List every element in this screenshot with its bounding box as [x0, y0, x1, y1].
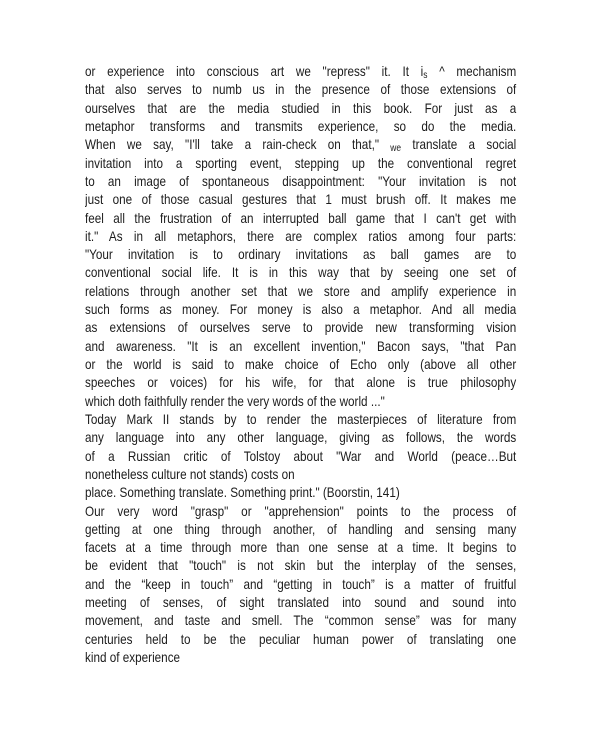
text-line — [85, 411, 516, 429]
text-line — [85, 118, 516, 136]
text-segment: or experience into conscious art we "repress" it. It i — [85, 64, 424, 79]
text-segment: that also serves to numb us in the presence of those extensions of — [85, 82, 517, 98]
text-segment-sub: s — [423, 69, 428, 81]
text-segment: "Your invitation is to ordinary invitations as ball games are to — [85, 247, 517, 263]
text-line — [85, 81, 516, 99]
text-line — [85, 136, 516, 154]
text-segment: be evident that "touch" is not skin but the interplay of the senses, — [85, 558, 517, 574]
text-segment: invitation into a sporting event, stepping up the conventional regret — [85, 155, 517, 171]
text-segment: ^ mechanism — [427, 64, 517, 79]
text-line — [85, 484, 516, 502]
text-segment: centuries held to be the peculiar human power of translating one — [85, 631, 517, 647]
text-segment: to an image of spontaneous disappointment: "Your invitation is not — [85, 173, 517, 189]
text-line — [85, 228, 516, 246]
text-line — [85, 649, 516, 667]
text-segment: speeches or voices) for his wife, for that alone is true philosophy — [85, 375, 517, 391]
text-segment: facets at a time through more than one sense at a time. It begins to — [85, 540, 517, 556]
text-segment: meeting of senses, of sight translated into sound and sound into — [85, 595, 517, 611]
text-line — [85, 448, 516, 466]
text-line — [85, 173, 516, 191]
text-line — [85, 264, 516, 282]
text-segment: movement, and taste and smell. The “common sense” was for many — [85, 613, 517, 629]
text-line — [85, 539, 516, 557]
text-segment: Our very word "grasp" or "apprehension" points to the process of — [85, 503, 517, 519]
text-segment: translate a social — [401, 137, 517, 153]
text-segment: and the “keep in touch” and “getting in touch” is a matter of fruitful — [85, 576, 517, 592]
text-line — [85, 612, 516, 630]
text-line — [85, 594, 516, 612]
text-segment: or the world is said to make choice of Echo only (above all other — [85, 357, 517, 372]
text-segment: Today Mark II stands by to render the masterpieces of literature from — [85, 411, 517, 427]
text-segment: getting at one thing through another, of handling and sensing many — [85, 521, 517, 537]
text-line — [85, 557, 516, 575]
text-line — [85, 191, 516, 209]
text-segment: When we say, "I'll take a rain-check on that," — [85, 137, 391, 153]
text-segment: feel all the frustration of an interrupted ball game that I can't get with — [85, 210, 517, 226]
text-segment: place. Something translate. Something print." (Boorstin, 141) — [85, 485, 400, 501]
text-line — [85, 301, 516, 319]
text-line — [85, 246, 516, 264]
text-segment: ourselves that are the media studied in this book. For just as a — [85, 100, 517, 116]
text-line — [85, 631, 516, 649]
text-line — [85, 356, 516, 374]
text-segment: nonetheless culture not stands) costs on — [85, 466, 295, 482]
text-line — [85, 503, 516, 521]
text-line — [85, 338, 516, 356]
text-segment: conventional social life. It is in this way that by seeing one set of — [85, 265, 517, 281]
text-segment: as extensions of ourselves serve to provide new transforming vision — [85, 320, 517, 336]
text-line — [85, 521, 516, 539]
text-line — [85, 63, 516, 81]
text-segment-sub: we — [390, 143, 402, 155]
text-segment: just one of those casual gestures that 1 must brush off. It makes me — [85, 192, 517, 208]
text-line — [85, 374, 516, 392]
text-segment: metaphor transforms and transmits experience, so do the media. — [85, 118, 517, 134]
text-line — [85, 319, 516, 337]
text-line — [85, 283, 516, 301]
text-line — [85, 429, 516, 447]
text-segment: which doth faithfully render the very words of the world ..." — [85, 393, 385, 409]
text-line — [85, 576, 516, 594]
text-segment: of a Russian critic of Tolstoy about "War and World (peace…But — [85, 448, 517, 464]
text-line — [85, 210, 516, 228]
page-text — [85, 63, 516, 667]
text-segment: kind of experience — [85, 650, 181, 665]
text-segment: any language into any other language, giving as follows, the words — [85, 430, 517, 446]
text-segment: such forms as money. For money is also a metaphor. And all media — [85, 302, 517, 318]
text-line — [85, 100, 516, 118]
text-segment: relations through another set that we store and amplify experience in — [85, 283, 517, 299]
text-line — [85, 155, 516, 173]
text-line — [85, 466, 516, 484]
text-segment: it." As in all metaphors, there are complex ratios among four parts: — [85, 228, 517, 244]
text-line — [85, 393, 516, 411]
text-segment: and awareness. "It is an excellent invention," Bacon says, "that Pan — [85, 338, 517, 354]
